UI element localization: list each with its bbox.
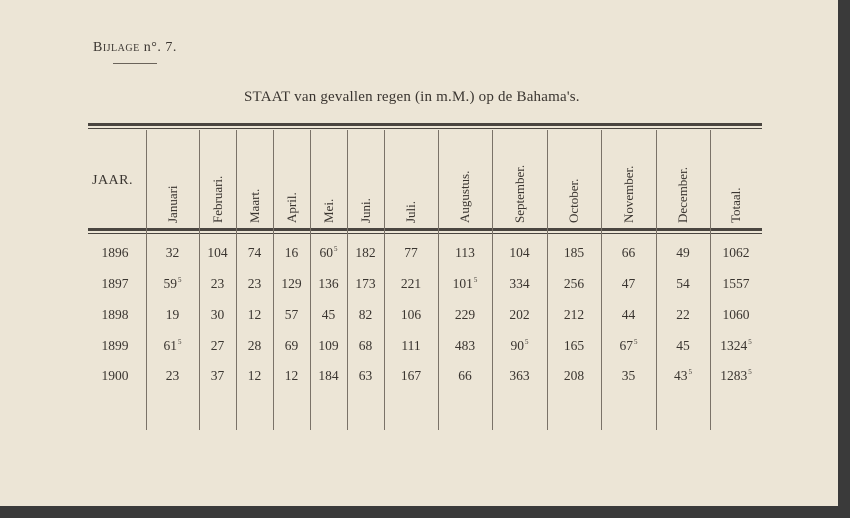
month-column-header: Maart. xyxy=(246,188,262,223)
rainfall-cell: 167 xyxy=(400,368,422,383)
rainfall-cell: $101^5$ xyxy=(452,276,478,291)
appendix-label xyxy=(93,40,177,56)
rainfall-cell: 256 xyxy=(563,276,585,291)
rainfall-cell: 49 xyxy=(676,245,690,260)
rainfall-cell: 37 xyxy=(210,368,225,383)
rainfall-cell: $59^5$ xyxy=(163,276,182,291)
rainfall-cell: 12 xyxy=(247,307,262,322)
rainfall-cell: 47 xyxy=(621,276,636,291)
rainfall-cell: 57 xyxy=(284,307,299,322)
rainfall-cell: 74 xyxy=(247,245,262,260)
rainfall-cell: 1557 xyxy=(722,276,750,291)
rainfall-cell: 54 xyxy=(676,276,690,291)
rainfall-cell: 77 xyxy=(404,245,418,260)
rainfall-cell: 129 xyxy=(281,276,302,291)
rainfall-cell: $90^5$ xyxy=(510,338,529,353)
year-cell: 1899 xyxy=(101,338,129,353)
rainfall-cell: 182 xyxy=(355,245,376,260)
rainfall-cell: 184 xyxy=(318,368,339,383)
table-title: STAAT van gevallen regen (in m.M.) op de Bahama's. xyxy=(244,89,580,105)
rainfall-cell: 1060 xyxy=(722,307,750,322)
year-cell: 1898 xyxy=(101,307,129,322)
rainfall-cell: 12 xyxy=(247,368,262,383)
year-cell: 1896 xyxy=(101,245,129,260)
month-column-header: September. xyxy=(511,164,527,223)
header-rule-thin xyxy=(88,233,762,234)
appendix-underline xyxy=(113,63,157,64)
rainfall-cell: 45 xyxy=(676,338,690,353)
top-rule-thin xyxy=(88,128,762,129)
scan-border-right xyxy=(838,0,850,518)
rainfall-cell: 1062 xyxy=(722,245,750,260)
year-column-header: JAAR. xyxy=(92,173,134,188)
appendix-word: Bijlage xyxy=(93,40,140,55)
rainfall-cell: 136 xyxy=(318,276,339,291)
rainfall-cell: 185 xyxy=(563,245,585,260)
rainfall-cell: 165 xyxy=(563,338,585,353)
rainfall-cell: 12 xyxy=(284,368,299,383)
month-column-header: November. xyxy=(620,165,636,223)
year-cell: 1897 xyxy=(101,276,129,291)
rainfall-cell: 221 xyxy=(400,276,422,291)
rainfall-cell: 202 xyxy=(509,307,530,322)
month-column-header: Februari. xyxy=(209,175,225,223)
scan-border-bottom xyxy=(0,506,850,518)
appendix-number: n°. 7. xyxy=(143,40,177,55)
rainfall-cell: 66 xyxy=(458,368,472,383)
rainfall-cell: 208 xyxy=(563,368,585,383)
rainfall-cell: 483 xyxy=(454,338,476,353)
rainfall-cell: 111 xyxy=(401,338,421,353)
rainfall-cell: 35 xyxy=(621,368,636,383)
rainfall-cell: 16 xyxy=(284,245,299,260)
rainfall-cell: 28 xyxy=(247,338,262,353)
rainfall-cell: 109 xyxy=(318,338,339,353)
rainfall-cell: 22 xyxy=(676,307,690,322)
rainfall-cell: 106 xyxy=(400,307,422,322)
month-column-header: Januari xyxy=(164,185,180,223)
month-column-header: Augustus. xyxy=(457,170,472,223)
column-divider xyxy=(492,130,493,430)
month-column-header: April. xyxy=(283,192,299,223)
rainfall-cell: 45 xyxy=(321,307,336,322)
rainfall-cell: 23 xyxy=(165,368,180,383)
rainfall-cell: $61^5$ xyxy=(163,338,182,353)
rainfall-cell: 44 xyxy=(621,307,636,322)
year-cell: 1900 xyxy=(101,368,129,383)
rainfall-cell: $43^5$ xyxy=(674,368,692,383)
rainfall-cell: 69 xyxy=(284,338,299,353)
month-column-header: Totaal. xyxy=(728,187,743,223)
header-rule-thick xyxy=(88,228,762,231)
rainfall-cell: 334 xyxy=(509,276,530,291)
rainfall-cell: 27 xyxy=(210,338,225,353)
rainfall-cell: 229 xyxy=(454,307,476,322)
rainfall-cell: 23 xyxy=(210,276,225,291)
rainfall-cell: 363 xyxy=(509,368,530,383)
rainfall-cell: 173 xyxy=(355,276,376,291)
month-column-header: Mei. xyxy=(320,198,336,223)
month-column-header: Juni. xyxy=(357,198,373,223)
rainfall-cell: 1324$^5$ xyxy=(720,338,752,353)
rainfall-cell: 68 xyxy=(358,338,373,353)
rainfall-cell: 66 xyxy=(621,245,636,260)
rainfall-cell: 30 xyxy=(210,307,225,322)
month-column-header: Juli. xyxy=(403,200,418,223)
rainfall-cell: 19 xyxy=(165,307,180,322)
rainfall-cell: 23 xyxy=(247,276,262,291)
rainfall-cell: 113 xyxy=(455,245,475,260)
top-rule-thick xyxy=(88,123,762,126)
column-divider xyxy=(656,130,657,430)
rainfall-cell: $60^5$ xyxy=(319,245,338,260)
month-column-header: October. xyxy=(566,178,581,223)
rainfall-cell: 1283$^5$ xyxy=(720,368,752,383)
rainfall-cell: 212 xyxy=(563,307,585,322)
rainfall-cell: 104 xyxy=(207,245,228,260)
rainfall-cell: 82 xyxy=(358,307,373,322)
column-divider xyxy=(547,130,548,430)
rainfall-cell: $67^5$ xyxy=(619,338,638,353)
column-divider xyxy=(438,130,439,430)
rainfall-cell: 104 xyxy=(509,245,530,260)
rainfall-cell: 32 xyxy=(165,245,180,260)
column-divider xyxy=(601,130,602,430)
month-column-header: December. xyxy=(675,167,690,223)
rainfall-cell: 63 xyxy=(358,368,373,383)
